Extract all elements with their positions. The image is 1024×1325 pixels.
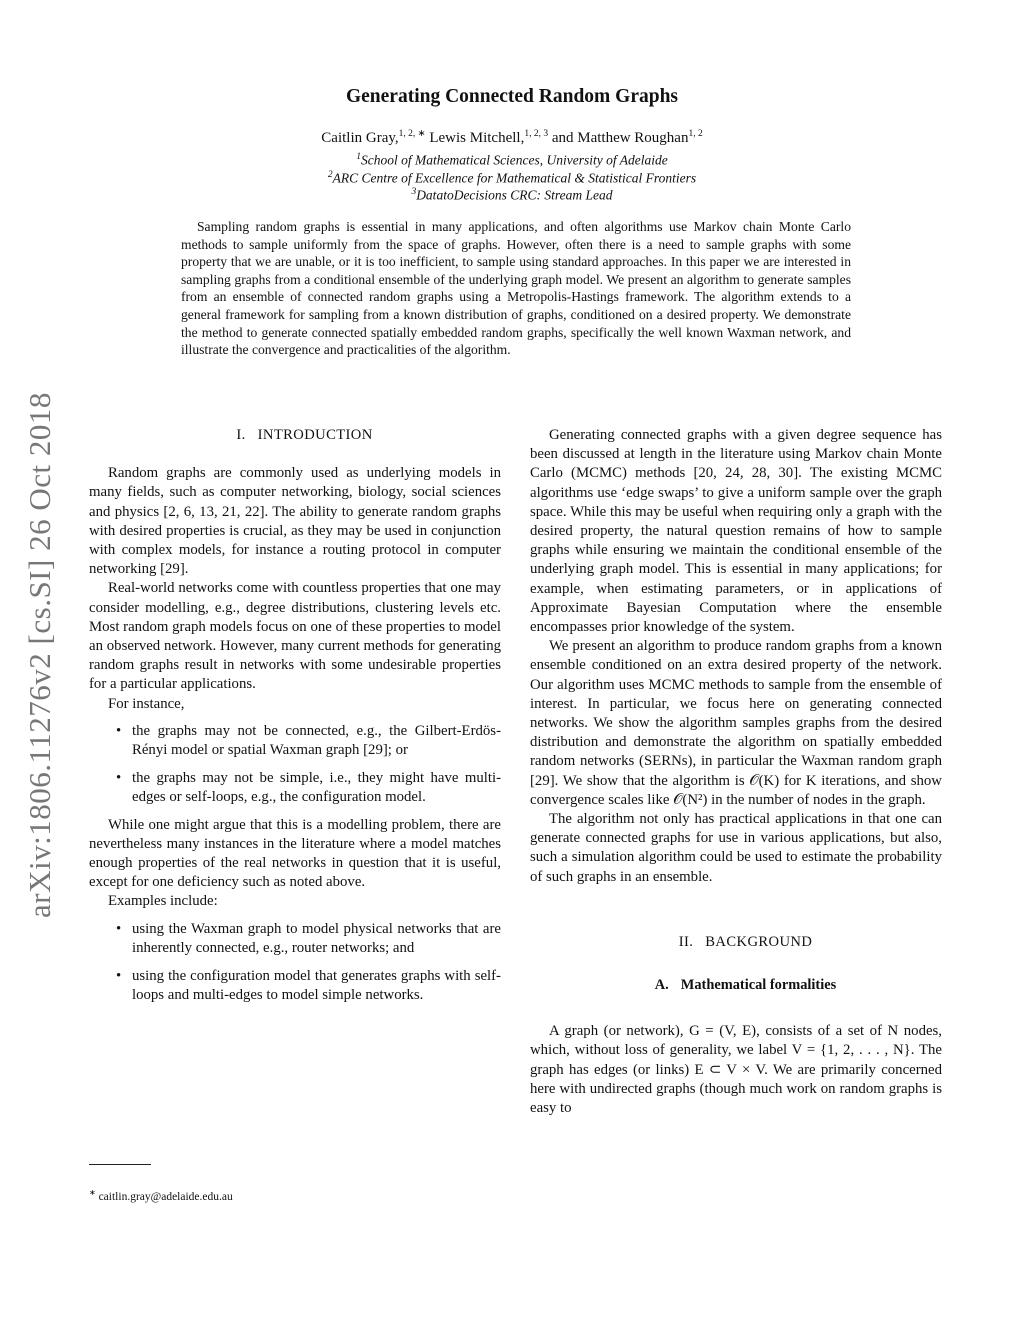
section-heading: [89, 426, 501, 445]
bullet-glyph: •: [116, 722, 122, 739]
abstract-text: Sampling random graphs is essential in many applications, and often algorithms use Markov chain Monte Carlo methods to sample uniformly from the space of graphs. However, often there is a need to sample graphs with some property that we are unable, or it is too inefficient, to sample using standard approaches. In this paper we are interested in sampling graphs from a conditional ensemble of the underlying graph model. We present an algorithm to generate samples from an ensemble of connected random graphs using a Metropolis-Hastings framework. The algorithm extends to a general framework for sampling from a known distribution of graphs, conditioned on a desired property. We demonstrate the method to generate connected spatially embedded random graphs, specifically the well known Waxman network, and illustrate the convergence and practicalities of the algorithm.: [181, 219, 851, 358]
footnote: [89, 1188, 233, 1203]
bullet-glyph: •: [116, 770, 122, 787]
bullet-glyph: •: [116, 968, 122, 985]
arxiv-stamp: arXiv:1806.11276v2 [cs.SI] 26 Oct 2018: [22, 392, 57, 918]
affiliation-text: School of Mathematical Sciences, University of Adelaide: [360, 152, 668, 168]
paper-title: Generating Connected Random Graphs: [345, 86, 679, 107]
paragraph: Generating connected graphs with a given degree sequence has been discussed at length in the literature using Markov chain Monte Carlo (MCMC) methods [20, 24, 28, 30]. The existing MCMC algorithms use ‘edge swaps’ to give a uniform sample over the graph space. While this may be useful when requiring only a graph with the desired property, the natural question remains of how to sample graphs while ensuring we maintain the conditional ensemble of the underlying graph model. This is essential in many applications; for example, when estimating parameters, or in applications of Approximate Bayesian Computation where the ensemble encompasses prior knowledge of the system.: [530, 427, 942, 636]
list-item-text: using the configuration model that generates graphs with self-loops and multi-edges to model simple networks.: [132, 968, 501, 1004]
paragraph: For instance,: [108, 695, 185, 712]
subsection-number: A.: [654, 977, 669, 994]
list-item: [89, 967, 501, 1005]
affiliation-line: [0, 187, 1024, 204]
list-item: [89, 722, 501, 760]
author-list: [0, 128, 1024, 147]
footnote-email: caitlin.gray@adelaide.edu.au: [98, 1190, 233, 1203]
paragraph: Real-world networks come with countless properties that one may consider modelling, e.g., degree distributions, clustering levels etc. Most random graph models focus on one of these properties to model an observed network. However, many current methods for generating random graphs result in networks with some undesirable properties for a particular applications.: [89, 580, 501, 693]
subsection-title: Mathematical formalities: [680, 977, 837, 994]
affiliation-text: DatatoDecisions CRC: Stream Lead: [416, 187, 613, 203]
paragraph: Random graphs are commonly used as underlying models in many fields, such as computer networking, biology, social sciences and physics [2, 6, 13, 21, 22]. The ability to generate random graphs with desired properties is crucial, as they may be used in conjunction with complex models, for instance a routing protocol in computer networking [29].: [89, 465, 501, 578]
author-affil-marks: 1, 2: [688, 129, 703, 139]
section-title: INTRODUCTION: [257, 427, 373, 443]
paragraph: Examples include:: [108, 893, 218, 910]
bullet-list: [89, 920, 501, 1006]
bullet-list: [89, 722, 501, 808]
paragraph: A graph (or network), G = (V, E), consists of a set of N nodes, which, without loss of generality, we label V = {1, 2, . . . , N}. The graph has edges (or links) E ⊂ V × V. We are primarily concerned here with undirected graphs (though much work on random graphs is easy to: [530, 1023, 942, 1117]
section-heading: [530, 933, 942, 952]
list-item-text: the graphs may not be simple, i.e., they might have multi-edges or self-loops, e.g., the configuration model.: [132, 770, 501, 806]
author-name: Lewis Mitchell,: [425, 130, 525, 146]
bullet-glyph: •: [116, 920, 122, 937]
list-item: [89, 769, 501, 807]
affiliation-text: ARC Centre of Excellence for Mathematical & Statistical Frontiers: [332, 170, 697, 186]
affiliation-line: [0, 170, 1024, 187]
right-column: [530, 426, 942, 1118]
author-affil-marks: 1, 2, ∗: [398, 129, 426, 139]
list-item-text: using the Waxman graph to model physical networks that are inherently connected, e.g., router networks; and: [132, 920, 501, 956]
affiliation-number: 3: [411, 187, 417, 197]
paragraph: The algorithm not only has practical applications in that one can generate connected graphs for use in various applications, but also, such a simulation algorithm could be used to estimate the probability of such graphs in an ensemble.: [530, 811, 942, 885]
left-column: [89, 426, 501, 1005]
subsection-heading: [530, 976, 942, 995]
footnote-mark: ∗: [89, 1188, 96, 1197]
paragraph: While one might argue that this is a modelling problem, there are nevertheless many instances in the literature where a model matches enough properties of the real networks in question that it is useful, except for one deficiency such as noted above.: [89, 816, 501, 891]
list-item-text: the graphs may not be connected, e.g., the Gilbert-Erdös-Rényi model or spatial Waxman graph [29]; or: [132, 722, 501, 759]
footnote-rule: [89, 1164, 151, 1165]
abstract: [181, 218, 851, 359]
paragraph: We present an algorithm to produce random graphs from a known ensemble conditioned on an extra desired property of the network. Our algorithm uses MCMC methods to sample from the ensemble of interest. In particular, we focus here on generating connected networks. We show the algorithm samples graphs from the desired distribution and demonstrate the algorithm on spatially embedded random networks (SERNs), in particular the Waxman random graph [29]. We show that the algorithm is 𝒪(K) for K iterations, and show convergence scales like 𝒪(N²) in the number of nodes in the graph.: [530, 638, 942, 808]
author-affil-marks: 1, 2, 3: [524, 129, 549, 139]
affiliation-line: [0, 152, 1024, 169]
affiliation-number: 1: [356, 152, 361, 162]
author-name: and Matthew Roughan: [548, 130, 689, 146]
section-number: II.: [678, 933, 694, 950]
section-title: BACKGROUND: [705, 933, 813, 950]
affiliation-number: 2: [327, 170, 333, 180]
list-item: [89, 920, 501, 958]
section-number: I.: [236, 427, 246, 443]
author-name: Caitlin Gray,: [321, 130, 399, 146]
